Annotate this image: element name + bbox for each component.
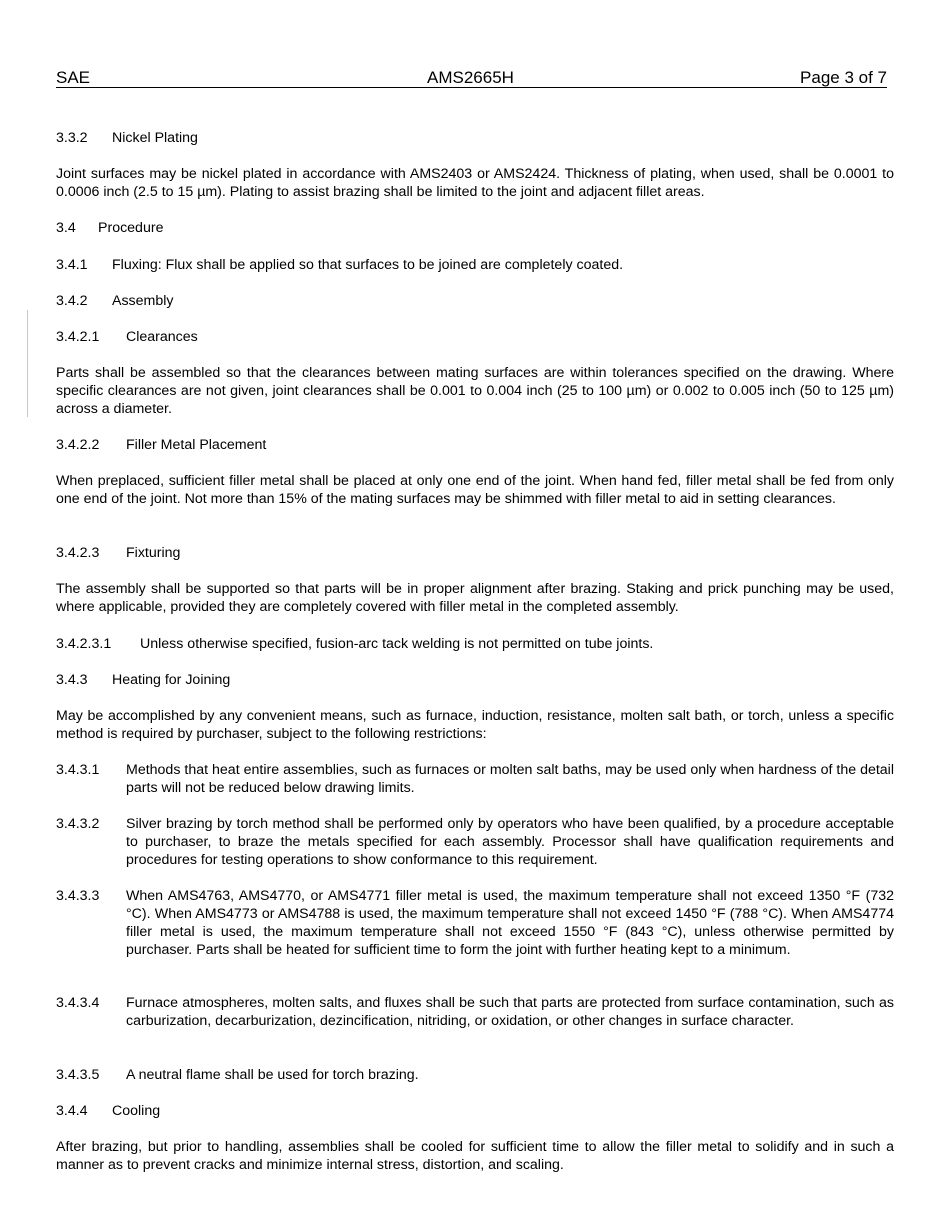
section-number: 3.4.3 [56,672,88,688]
item-number: 3.4.3.1 [56,762,100,778]
section-title: Cooling [112,1103,161,1119]
section-title: Fixturing [126,545,181,561]
section-number: 3.4.2.3.1 [56,636,112,652]
section-number: 3.4.2.3 [56,545,100,561]
list-item [56,815,894,869]
paragraph-clearances: Parts shall be assembled so that the clearances between mating surfaces are within tolerances specified on the drawing. Where specific clearances are not given, joint clearances shall be 0.001 to 0.004 inch (25 to 100 µm) or 0.002 to 0.005 inch (50 to 125 µm) across a diameter. [56,365,894,417]
section-title: Heating for Joining [112,672,231,688]
item-number: 3.4.3.3 [56,888,100,904]
heading-3-4-2-2 [56,436,894,454]
section-number: 3.4.2 [56,293,88,309]
paragraph-nickel-plating: Joint surfaces may be nickel plated in accordance with AMS2403 or AMS2424. Thickness of plating, when used, shall be 0.0001 to 0.0006 inch (2.5 to 15 µm). Plating to assist brazing shall be limited to the joint and adjacent fillet areas. [56,166,894,200]
section-number: 3.4.2.2 [56,437,100,453]
section-title: Filler Metal Placement [126,437,267,453]
section-number: 3.4 [56,220,76,236]
paragraph-heating-for-joining: May be accomplished by any convenient means, such as furnace, induction, resistance, molten salt bath, or torch, unless a specific method is required by purchaser, subject to the following restrictions: [56,708,894,742]
section-number: 3.4.4 [56,1103,88,1119]
paragraph-filler-metal-placement: When preplaced, sufficient filler metal shall be placed at only one end of the joint. When hand fed, filler metal shall be fed from only one end of the joint. Not more than 15% of the mating surfaces may be shimmed with filler metal to aid in setting clearances. [56,473,894,507]
heading-3-4-1 [56,256,894,274]
page-header [56,67,887,88]
item-text: A neutral flame shall be used for torch brazing. [126,1067,419,1083]
heading-3-3-2 [56,129,894,147]
heading-3-4-2-3 [56,544,894,562]
heading-3-4 [56,219,894,237]
section-number: 3.4.1 [56,257,88,273]
section-text: Unless otherwise specified, fusion-arc tack welding is not permitted on tube joints. [140,636,654,652]
heading-3-4-2-1 [56,328,894,346]
section-title: Clearances [126,329,198,345]
header-doc-id: AMS2665H [427,68,514,87]
list-item [56,887,894,959]
section-title: Nickel Plating [112,130,198,146]
heading-3-4-2 [56,292,894,310]
list-item [56,994,894,1030]
item-number: 3.4.3.4 [56,995,100,1011]
header-page-number: Page 3 of 7 [800,68,887,87]
heading-3-4-2-3-1 [56,635,894,653]
item-text: Methods that heat entire assemblies, such as furnaces or molten salt baths, may be used only when hardness of the detail parts will not be reduced below drawing limits. [126,762,894,796]
paragraph-fixturing: The assembly shall be supported so that parts will be in proper alignment after brazing. Staking and prick punching may be used, where applicable, provided they are completely covered with filler metal in the completed assembly. [56,581,894,615]
header-org: SAE [56,68,91,87]
heading-3-4-4 [56,1102,894,1120]
section-number: 3.4.2.1 [56,329,100,345]
item-text: When AMS4763, AMS4770, or AMS4771 filler metal is used, the maximum temperature shall not exceed 1350 °F (732 °C). When AMS4773 or AMS4788 is used, the maximum temperature shall not exceed 1450 °F (788 °C). When AMS4774 filler metal is used, the maximum temperature shall not exceed 1550 °F (843 °C), unless otherwise permitted by purchaser. Parts shall be heated for sufficient time to form the joint with further heating kept to a minimum. [126,888,894,958]
item-text: Furnace atmospheres, molten salts, and fluxes shall be such that parts are protected from surface contamination, such as carburization, decarburization, dezincification, nitriding, or oxidation, or other changes in surface character. [126,995,894,1029]
list-item [56,1066,894,1084]
heading-3-4-3 [56,671,894,689]
section-title: Procedure [98,220,164,236]
paragraph-cooling: After brazing, but prior to handling, assemblies shall be cooled for sufficient time to allow the filler metal to solidify and in such a manner as to prevent cracks and minimize internal stress, distortion, and scaling. [56,1139,894,1173]
margin-bar [27,310,28,417]
item-number: 3.4.3.5 [56,1067,100,1083]
section-text: Fluxing: Flux shall be applied so that surfaces to be joined are completely coated. [112,257,624,273]
item-text: Silver brazing by torch method shall be performed only by operators who have been qualified, by a procedure acceptable to purchaser, to braze the metals specified for each assembly. Processor shall have qualification requirements and procedures for testing operations to show conformance to this requirement. [126,816,894,868]
section-title: Assembly [112,293,174,309]
item-number: 3.4.3.2 [56,816,100,832]
list-item [56,761,894,797]
section-number: 3.3.2 [56,130,88,146]
